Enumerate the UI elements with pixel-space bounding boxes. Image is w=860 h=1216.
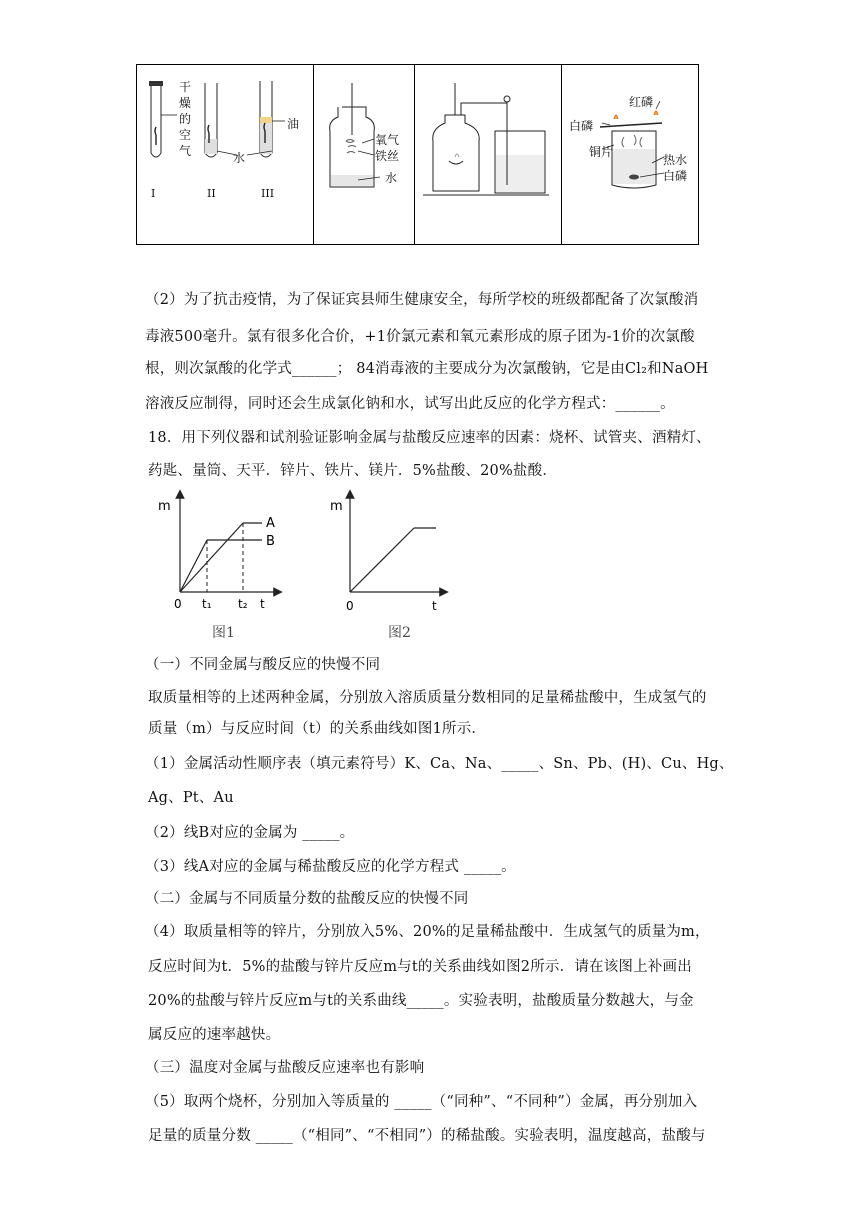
text-line: （3）线A对应的金属与稀盐酸反应的化学方程式 _____。 <box>145 859 516 875</box>
hot-water-label: 热水 <box>663 153 688 167</box>
section-heading: （一）不同金属与酸反应的快慢不同 <box>145 657 381 673</box>
text-line: 根，则次氯酸的化学式______； 84消毒液的主要成分为次氯酸钠，它是由Cl₂和NaOH <box>145 361 709 377</box>
tick-t2: t₂ <box>238 597 248 611</box>
series-b-label: B <box>266 534 275 549</box>
text-line: 20%的盐酸与锌片反应m与t的关系曲线_____。实验表明，盐酸质量分数越大，与金 <box>148 993 694 1009</box>
text-line: 反应时间为t．5%的盐酸与锌片反应m与t的关系曲线如图2所示．请在该图上补画出 <box>148 959 692 975</box>
x-axis-label: t <box>432 599 437 613</box>
text-line: Ag、Pt、Au <box>148 790 234 806</box>
white-phosphorus-label-top: 白磷 <box>569 119 594 133</box>
origin-label: 0 <box>174 597 182 611</box>
figure-2-graph <box>322 488 452 618</box>
text-line: （2）为了抗击疫情，为了保证宾县师生健康安全，每所学校的班级都配备了次氯酸消 <box>145 292 699 308</box>
oxygen-label: 氧气 <box>375 133 400 147</box>
figure-2-caption: 图2 <box>388 625 411 641</box>
tick-t1: t₁ <box>202 597 212 611</box>
red-phosphorus-label: 红磷 <box>629 95 654 109</box>
test-tubes-illustration <box>137 65 313 244</box>
y-axis-label: m <box>330 499 343 514</box>
oil-label: 油 <box>287 117 300 131</box>
figure-1-graph <box>150 488 290 618</box>
origin-label: 0 <box>346 599 354 613</box>
section-heading: （二）金属与不同质量分数的盐酸反应的快慢不同 <box>145 891 469 907</box>
text-line: （5）取两个烧杯，分别加入等质量的 _____（“同种”、“不同种”）金属，再分别加入 <box>145 1094 698 1110</box>
water-label-2: 水 <box>385 171 398 185</box>
question-18-line: 18．用下列仪器和试剂验证影响金属与盐酸反应速率的因素：烧杯、试管夹、酒精灯、 <box>148 430 711 446</box>
combustion-apparatus-illustration <box>415 65 561 244</box>
section-heading: （三）温度对金属与盐酸反应速率也有影响 <box>145 1060 425 1076</box>
text-line: （1）金属活动性顺序表（填元素符号）K、Ca、Na、_____、Sn、Pb、(H)、Cu、Hg、 <box>145 756 734 772</box>
water-label: 水 <box>233 151 246 165</box>
tube-label-3: III <box>261 187 275 200</box>
stopper <box>149 81 163 86</box>
question-18-line: 药匙、量筒、天平．锌片、铁片、镁片．5%盐酸、20%盐酸． <box>148 463 558 479</box>
tube-label-1: I <box>151 187 156 200</box>
text-line: 毒液500毫升。氯有很多化合价，+1价氯元素和氧元素形成的原子团为-1价的次氯酸 <box>145 329 695 345</box>
text-line: 足量的质量分数 _____（“相同”、“不相同”）的稀盐酸。实验表明，温度越高，盐酸与 <box>148 1128 706 1144</box>
figure-1-caption: 图1 <box>212 625 235 641</box>
text-line: （4）取质量相等的锌片，分别放入5%、20%的足量稀盐酸中．生成氢气的质量为m， <box>145 924 710 940</box>
text-line: 属反应的速率越快。 <box>148 1027 281 1043</box>
text-line: 溶液反应制得，同时还会生成氯化钠和水，试写出此反应的化学方程式：______。 <box>145 396 675 412</box>
text-line: 质量（m）与反应时间（t）的关系曲线如图1所示． <box>148 721 487 737</box>
text-line: （2）线B对应的金属为 _____。 <box>145 825 355 841</box>
x-axis-label: t <box>260 597 265 611</box>
white-phosphorus-label-bottom: 白磷 <box>663 169 688 183</box>
iron-wire-label: 铁丝 <box>375 149 400 163</box>
tube-label-2: II <box>207 187 216 200</box>
copper-sheet-label: 铜片 <box>589 145 614 159</box>
series-a-label: A <box>266 516 275 531</box>
text-line: 取质量相等的上述两种金属，分别放入溶质质量分数相同的足量稀盐酸中，生成氢气的 <box>148 690 707 706</box>
y-axis-label: m <box>158 499 171 514</box>
dry-air-label: 干 燥 的 空 气 <box>179 80 192 158</box>
figure-table <box>136 64 699 245</box>
